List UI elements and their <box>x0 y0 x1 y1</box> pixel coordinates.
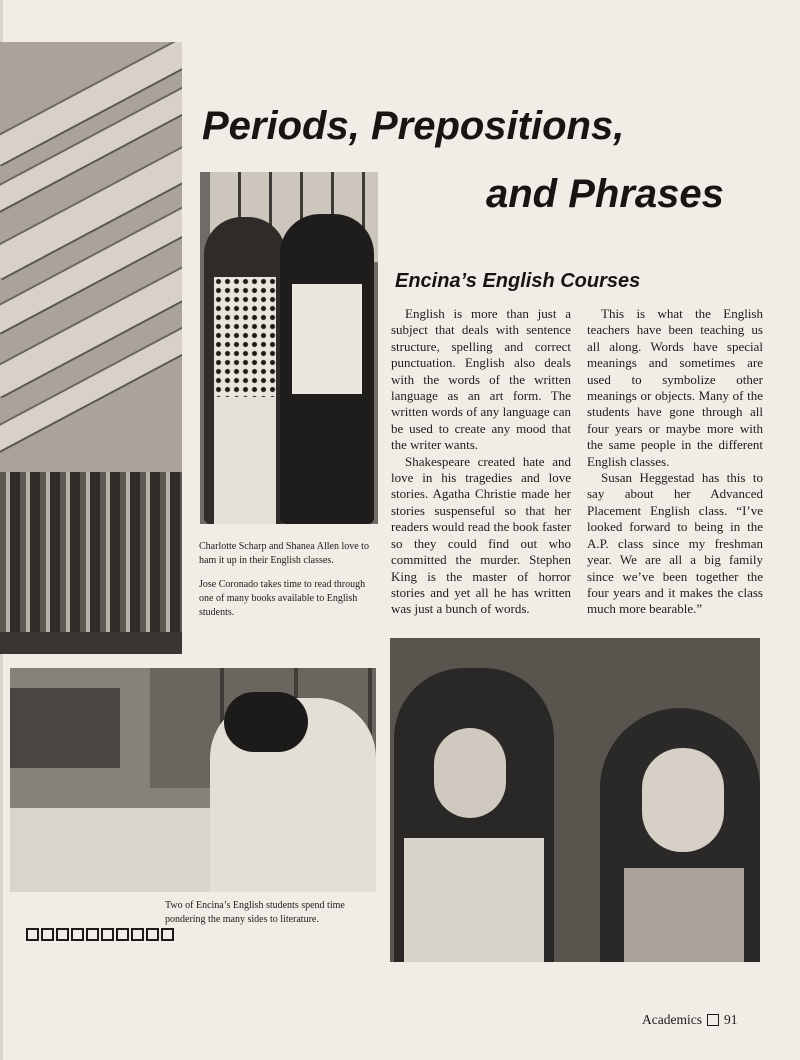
jacket <box>404 838 544 962</box>
machine-shape <box>10 688 120 768</box>
girl-figure-right <box>600 708 760 962</box>
girl-figure-left <box>394 668 554 962</box>
section-heading: Encina’s English Courses <box>395 270 641 292</box>
article-paragraph: English is more than just a subject that deals with sentence structure, spelling and correct punctuation. English also deals with the words of the written language as an art form. The written words of any language can be used to create any mood that the writer wants. <box>391 306 571 453</box>
article-paragraph: Susan Heggestad has this to say about her Advanced Placement English class. “I’ve looked forward to being in the A.P. class since my freshman year. We are all a big family since we’ve been together the four years and it makes the class much more bearable.” <box>587 470 763 617</box>
article-column-left <box>391 306 571 618</box>
decorative-square-icon <box>161 928 174 941</box>
page-number: 91 <box>723 1012 738 1027</box>
decorative-square-icon <box>86 928 99 941</box>
decorative-square-icon <box>41 928 54 941</box>
article-paragraph: Shakespeare created hate and love in his tragedies and love stories. Agatha Christie made her stories suspenseful so that her readers would read the book faster so they could find out who committed the murder. Stephen King is the master of horror stories and yet all he has written was just a bunch of words. <box>391 453 571 617</box>
caption-reading: Jose Coronado takes time to read through one of many books available to English students. <box>199 579 366 618</box>
decorative-square-icon <box>26 928 39 941</box>
sweatshirt <box>624 868 744 962</box>
footer-section-label: Academics <box>642 1012 702 1027</box>
page-footer <box>642 1012 737 1028</box>
student-hair <box>224 692 308 752</box>
caption-students: Charlotte Scharp and Shanea Allen love to ham it up in their English classes. <box>199 541 369 566</box>
article-column-right <box>587 306 763 618</box>
face <box>642 748 724 852</box>
decorative-box-row <box>26 928 174 941</box>
square-bullet-icon <box>707 1014 719 1026</box>
caption-writing: Two of Encina’s English students spend time pondering the many sides to literature. <box>165 900 345 925</box>
classroom-girls-photo <box>390 638 760 962</box>
face <box>434 728 506 818</box>
books-photo <box>0 42 182 654</box>
article-paragraph: This is what the English teachers have been teaching us all along. Words have special meanings and sometimes are used to symbolize other meanings or objects. Many of the students have gone through all four years or maybe more with the same people in the different English classes. <box>587 306 763 469</box>
decorative-square-icon <box>71 928 84 941</box>
decorative-square-icon <box>116 928 129 941</box>
decorative-square-icon <box>101 928 114 941</box>
shelf <box>0 632 182 654</box>
student-figure-left <box>204 217 286 524</box>
student-figure-right <box>280 214 374 524</box>
students-photo <box>200 172 378 524</box>
decorative-square-icon <box>56 928 69 941</box>
polka-dot-blouse <box>214 277 276 397</box>
skirt <box>214 397 276 524</box>
page-title-line2: and Phrases <box>486 172 724 216</box>
shelf-books <box>0 472 182 632</box>
decorative-square-icon <box>146 928 159 941</box>
decorative-square-icon <box>131 928 144 941</box>
white-top <box>292 284 362 394</box>
photo-captions <box>199 540 379 630</box>
writing-student-photo <box>10 668 376 892</box>
page-title-line1: Periods, Prepositions, <box>202 104 625 148</box>
